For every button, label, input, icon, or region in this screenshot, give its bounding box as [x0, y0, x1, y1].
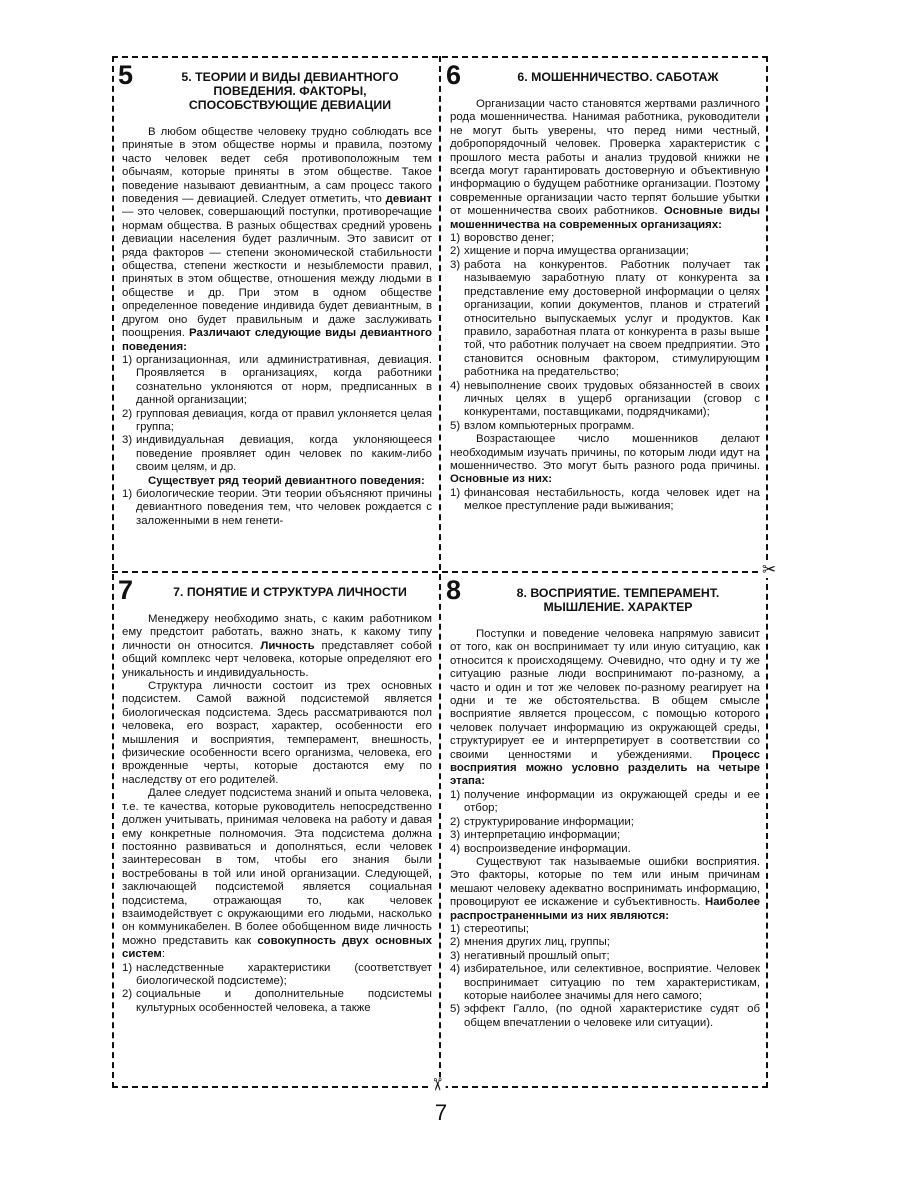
- text: представляет собой общий комплекс черт человека, которые определяют его уникальность и индивидуальность.: [122, 639, 432, 679]
- list-item: 3) интерпретацию информации;: [450, 829, 621, 842]
- paragraph: [122, 787, 432, 961]
- list: [122, 354, 432, 475]
- list-marker: 2): [122, 988, 133, 1001]
- list: [450, 923, 760, 1030]
- list-marker: 2): [122, 407, 133, 420]
- subheading: Существует ряд теорий девиантного поведения:: [148, 474, 425, 487]
- text: Менеджеру необходимо знать, с каким работником ему предстоит работать, важно знать, к какому типу личности он относится.: [122, 613, 432, 652]
- list-item: 5) взлом компьютерных программ.: [450, 419, 635, 432]
- paragraph: [122, 475, 432, 488]
- subheading: Основные виды мошенничества на современных организациях:: [450, 205, 760, 231]
- list-item: 2) хищение и порча имущества организации;: [450, 245, 689, 258]
- text: Далее следует подсистема знаний и опыта человека, т.е. те качества, которые руководитель непосредственно должен учитывать, принимая человека на работу и давая ему конкретные полномочия. Эта подсистема должна постоянно развиваться и дополняться, если человек заинтересован в том, чтобы его знания были востребованы в той или иной организации. Следующей, заключающей подсистемой является социальная подсистема, отражающая то, как человек взаимодействует с окружающими его людьми, насколько он коммуникабелен. В более обобщенном виде личность можно представить как: [122, 787, 432, 947]
- paragraph: [122, 126, 432, 354]
- list-item: 1) стереотипы;: [450, 922, 529, 935]
- list-marker: 1): [450, 922, 461, 935]
- card-7: [116, 577, 436, 1082]
- list-marker: 4): [450, 842, 461, 855]
- text: Организации часто становятся жертвами различного рода мошенничества. Нанимая работника, руководители не могут быть уверены, что перед ними честный, добропорядочный человек. Проверка характеристик с прошлого места работы и анализ трудовой книжки не всегда могут гарантировать достоверную и объективную информацию о будущем работнике организации. Поэтому современные организации часто терпят большие убытки от мошенничества своих работников.: [450, 98, 760, 218]
- list-item: 2) структурирование информации;: [450, 815, 634, 828]
- list-item: 5) эффект Галло, (по одной характеристике судят об общем впечатлении о человеке или ситуации).: [450, 1003, 760, 1029]
- text: Существуют так называемые ошибки восприятия. Это факторы, которые по тем или иным причинам мешают человеку адекватно воспринимать информацию, провоцируют ее искажение и субъективность.: [450, 855, 760, 909]
- card-body: [450, 628, 760, 1030]
- list-item: 4) невыполнение своих трудовых обязанностей в своих личных целях в ущерб организации (сговор с конкурентами, поставщиками, подрядчиками);: [450, 379, 760, 419]
- card-number: 5: [118, 62, 134, 90]
- list-marker: 1): [450, 788, 461, 801]
- list-item: 2) мнения других лиц, группы;: [450, 936, 610, 949]
- list-item: 3) индивидуальная девиация, когда уклоняющееся поведение проявляет один человек по каким-либо своим целям, и др.: [122, 434, 432, 474]
- card-title: 5. ТЕОРИИ И ВИДЫ ДЕВИАНТНОГО ПОВЕДЕНИЯ. ФАКТОРЫ, СПОСОБСТВУЮЩИЕ ДЕВИАЦИИ: [181, 70, 399, 112]
- list-marker: 2): [450, 815, 461, 828]
- term: совокупность двух основных систем: [122, 934, 433, 961]
- card-5: [116, 62, 436, 566]
- list-item: 2) групповая девиация, когда от правил уклоняется целая группа;: [122, 407, 432, 433]
- card-body: [122, 126, 432, 528]
- list-item: 3) работа на конкурентов. Работник получает так называемую заработную плату от конкурента за представление ему достоверной информации о целях организации, копии документов, планов и стратегий относительно выпускаемых услуг и продуктов. Как правило, заработная плата от конкурента в разы выше той, что работник получает на своем предприятии. Это становится основным фактором, стимулирующим работника на предательство;: [450, 258, 760, 379]
- horizontal-cut-line: [112, 571, 768, 573]
- paragraph: [122, 613, 432, 680]
- list: [450, 487, 760, 514]
- page-number: 7: [434, 1100, 448, 1125]
- paragraph: [450, 433, 760, 487]
- paragraph: [450, 856, 760, 923]
- list-item: 2) социальные и дополнительные подсистемы культурных особенностей человека, а также: [122, 988, 432, 1014]
- paragraph: [450, 628, 760, 789]
- list-item: 3) негативный прошлый опыт;: [450, 949, 610, 962]
- list-marker: 1): [122, 487, 133, 500]
- list-marker: 3): [450, 829, 461, 842]
- list-marker: 1): [450, 232, 461, 245]
- list-marker: 4): [450, 379, 461, 392]
- list-item: 1) наследственные характеристики (соответствует биологической подсистеме);: [122, 961, 432, 987]
- list-marker: 2): [450, 245, 461, 258]
- list-item: 1) получение информации из окружающей среды и ее отбор;: [450, 788, 760, 815]
- list-item: 1) организационная, или административная, девиация. Проявляется в организациях, когда работники сознательно уклоняются от норм, предписанных в данной организации;: [122, 353, 432, 407]
- list-marker: 3): [450, 949, 461, 962]
- list-item: 1) биологические теории. Эти теории объясняют причины девиантного поведения тем, что человек рождается с заложенными в нем генети-: [122, 487, 432, 527]
- list-item: 4) избирательное, или селективное, восприятие. Человек воспринимает ситуацию по тем характеристикам, которые наиболее значимы для него самого;: [450, 963, 760, 1002]
- list-marker: 1): [122, 961, 133, 974]
- scissors-icon: ✂: [762, 560, 777, 579]
- card-6: [444, 62, 764, 566]
- card-title: 8. ВОСПРИЯТИЕ. ТЕМПЕРАМЕНТ. МЫШЛЕНИЕ. ХАРАКТЕР: [516, 586, 720, 614]
- subheading: Наиболее распространенными из них являются:: [450, 896, 760, 922]
- list-marker: 1): [122, 353, 133, 366]
- card-number: 8: [446, 577, 462, 605]
- list-marker: 4): [450, 963, 461, 976]
- text: Поступки и поведение человека напрямую зависит от того, как он воспринимает ту или иную ситуацию, как относится к происходящему. Очевидно, что одну и ту же ситуацию разные люди воспринимают по-разному, а часто и один и тот же человек по-разному реагирует на одни и те же обстоятельства. В общем смысле восприятие является процессом, с помощью которого человек получает информацию из окружающей среды, структурирует ее и интерпретирует в соответствии со своими ценностями и убеждениями.: [450, 628, 760, 761]
- list: [450, 789, 760, 856]
- term: девиант: [385, 193, 432, 206]
- list-item: 1) воровство денег;: [450, 232, 555, 245]
- list-marker: 1): [450, 486, 461, 499]
- card-number: 7: [118, 577, 134, 605]
- scissors-icon: ✂: [427, 1077, 447, 1092]
- list-marker: 3): [450, 258, 461, 271]
- subheading: Различают следующие виды девиантного поведения:: [122, 327, 432, 353]
- list: [122, 488, 432, 528]
- list: [450, 232, 760, 433]
- paragraph: Структура личности состоит из трех основных подсистем. Самой важной подсистемой является биологическая подсистема. Здесь рассматриваются пол человека, его возраст, характер, особенности его мышления и восприятия, темперамент, внешность, физические особенности всего организма, человека, его врожденные черты, которые достаются ему по наследству от его родителей.: [122, 680, 432, 786]
- list: [122, 962, 432, 1016]
- card-body: [450, 98, 760, 514]
- text: — это человек, совершающий поступки, противоречащие нормам общества. В разных обществах средний уровень девиации населения будет различным. Это зависит от ряда факторов — степени экономической стабильности общества, степени жесткости и незыблемости правил, принятых в этом обществе, отношения между людьми в обществе и др. При этом в одном обществе определенное поведение индивида будет девиантным, в другом оно будет правильным и даже заслуживать поощрения.: [122, 206, 432, 340]
- text: Возрастающее число мошенников делают необходимым изучать причины, по которым люди идут на мошенничество. Это могут быть разного рода причины.: [450, 433, 760, 472]
- card-title: 7. ПОНЯТИЕ И СТРУКТУРА ЛИЧНОСТИ: [173, 585, 407, 599]
- list-marker: 3): [122, 434, 133, 447]
- term: Личность: [260, 639, 315, 652]
- list-marker: 5): [450, 419, 461, 432]
- list-item: 1) финансовая нестабильность, когда человек идет на мелкое преступление ради выживания;: [450, 486, 760, 513]
- card-title: 6. МОШЕННИЧЕСТВО. САБОТАЖ: [517, 70, 719, 84]
- list-item: 4) воспроизведение информации.: [450, 842, 631, 855]
- card-body: [122, 613, 432, 1015]
- list-marker: 5): [450, 1003, 461, 1016]
- subheading: Основные из них:: [450, 473, 552, 486]
- text: В любом обществе человеку трудно соблюдать все принятые в этом обществе нормы и правила, поэтому часто человек ведет себя противоположным тем обычаям, которые приняты в этом обществе. Такое поведение называют девиантным, а сам процесс такого поведения — девиацией. Следует отметить, что: [122, 126, 432, 206]
- list-marker: 2): [450, 936, 461, 949]
- paragraph: [450, 98, 760, 232]
- text: :: [161, 948, 166, 961]
- card-number: 6: [446, 62, 462, 90]
- card-8: [444, 577, 764, 1082]
- subheading: Процесс восприятия можно условно разделить на четыре этапа:: [450, 748, 760, 788]
